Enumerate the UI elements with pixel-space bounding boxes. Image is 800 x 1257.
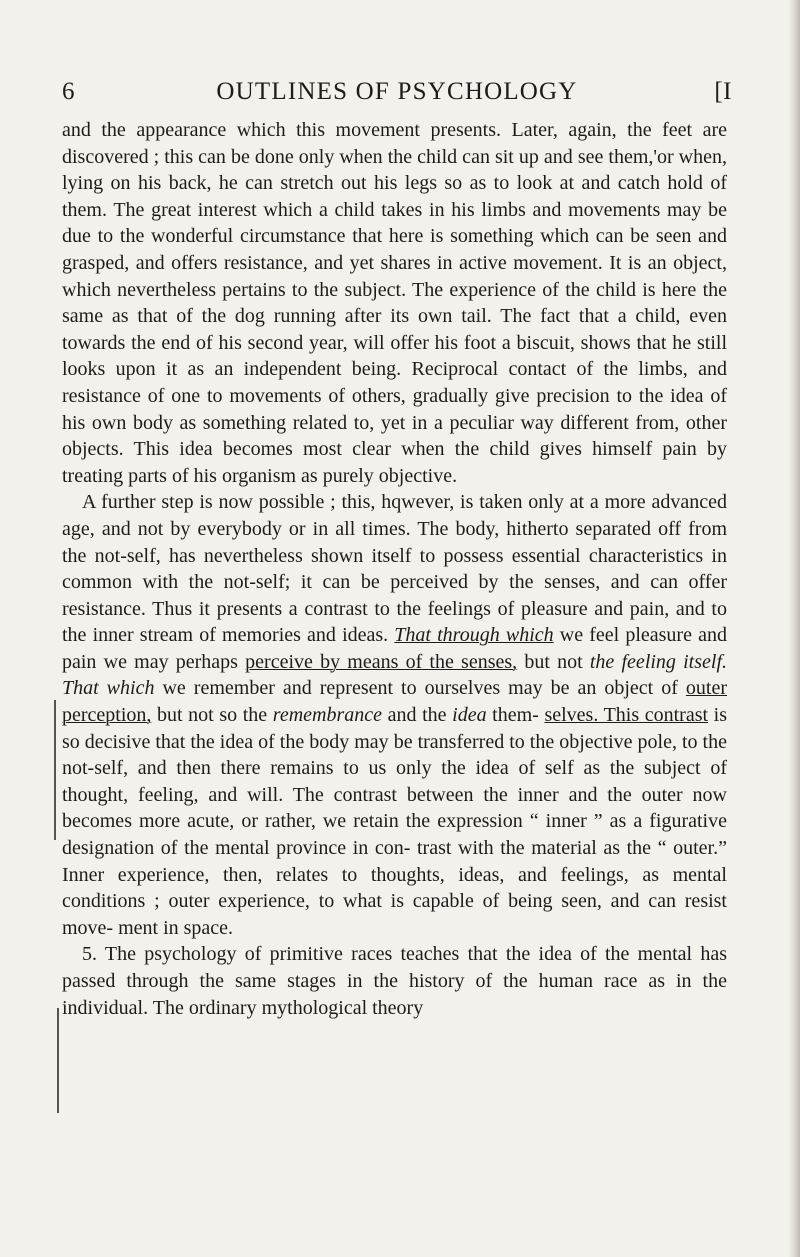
margin-annotation-line — [54, 700, 56, 840]
text-run: That which — [62, 677, 155, 700]
text-run: is so decisive that the idea of the body may be transferred to the objective pole, to the not-self, and then there remains to us only the idea of self as the subject of thought, feeling, and will. The contrast between the inner and the outer now becomes more acute, or rather, we retain the expression “ inner ” as a figurative designation of the mental province in con- trast with the material as the “ outer.” Inner experience, then, relates to thoughts, ideas, and feelings, as mental conditions ; outer experience, to what is capable of being seen, and can resist move- ment in space. — [62, 704, 728, 939]
text-run: selves. This contrast — [544, 704, 709, 727]
text-run: but not so the — [151, 704, 273, 727]
page-number: 6 — [62, 78, 75, 105]
text-run: A further step is now possible ; this, hqwever, is taken only at a more advanced age, and not by everybody or in all times. The body, hitherto separated off from the not-self, has nevertheless shown itself to possess essential characteristics in common with the not-self; it can be perceived by the senses, and can offer resistance. Thus it presents a contrast to the feelings of pleasure and pain, and to the inner stream of memories and ideas. — [62, 491, 727, 647]
running-header — [62, 78, 732, 112]
text-run: the feeling itself. — [589, 650, 728, 673]
text-run: idea — [452, 704, 487, 727]
section-mark: [I — [714, 78, 732, 105]
text-run: and the — [382, 704, 453, 727]
text-run: but not — [517, 650, 590, 673]
paragraph — [62, 489, 727, 941]
text-run: 5. The psychology of primitive races teaches that the idea of the mental has passed through the same stages in the history of the human race as in the individual. The ordinary mythological theory — [62, 943, 727, 1019]
text-run: remembrance — [272, 704, 382, 727]
page-edge-shadow — [788, 0, 800, 1257]
text-run: perceive by means of the senses, — [245, 650, 518, 673]
page-body — [62, 117, 727, 1021]
paragraph — [62, 117, 727, 489]
text-run: we feel pleasure and pain we may perhaps — [62, 624, 727, 673]
text-run: That through which — [394, 624, 554, 647]
text-run: and the appearance which this movement presents. Later, again, the feet are discovered ; this can be done only when the child can sit up and see them,'or when, lying on his back, he can stretch out his legs so as to look at and catch hold of them. The great interest which a child takes in his limbs and movements may be due to the wonderful circumstance that here is something which can be seen and grasped, and offers resistance, and yet shares in active movement. It is an object, which nevertheless pertains to the subject. The experience of the child is here the same as that of the dog running after its own tail. The fact that a child, even towards the end of his second year, will offer his foot a biscuit, shows that he still looks upon it as an independent being. Reciprocal contact of the limbs, and resistance of one to movements of others, gradually give precision to the idea of his own body as something related to, yet in a peculiar way different from, other objects. This idea becomes most clear when the child gives himself pain by treating parts of his organism as purely objective. — [62, 119, 727, 487]
text-run: we remember and represent to ourselves may be an object of — [154, 677, 686, 700]
running-title: OUTLINES OF PSYCHOLOGY — [216, 78, 578, 105]
text-run: outer perception, — [62, 677, 727, 727]
margin-annotation-line — [57, 1008, 59, 1113]
paragraph — [62, 941, 727, 1021]
text-run: them- — [486, 704, 545, 727]
